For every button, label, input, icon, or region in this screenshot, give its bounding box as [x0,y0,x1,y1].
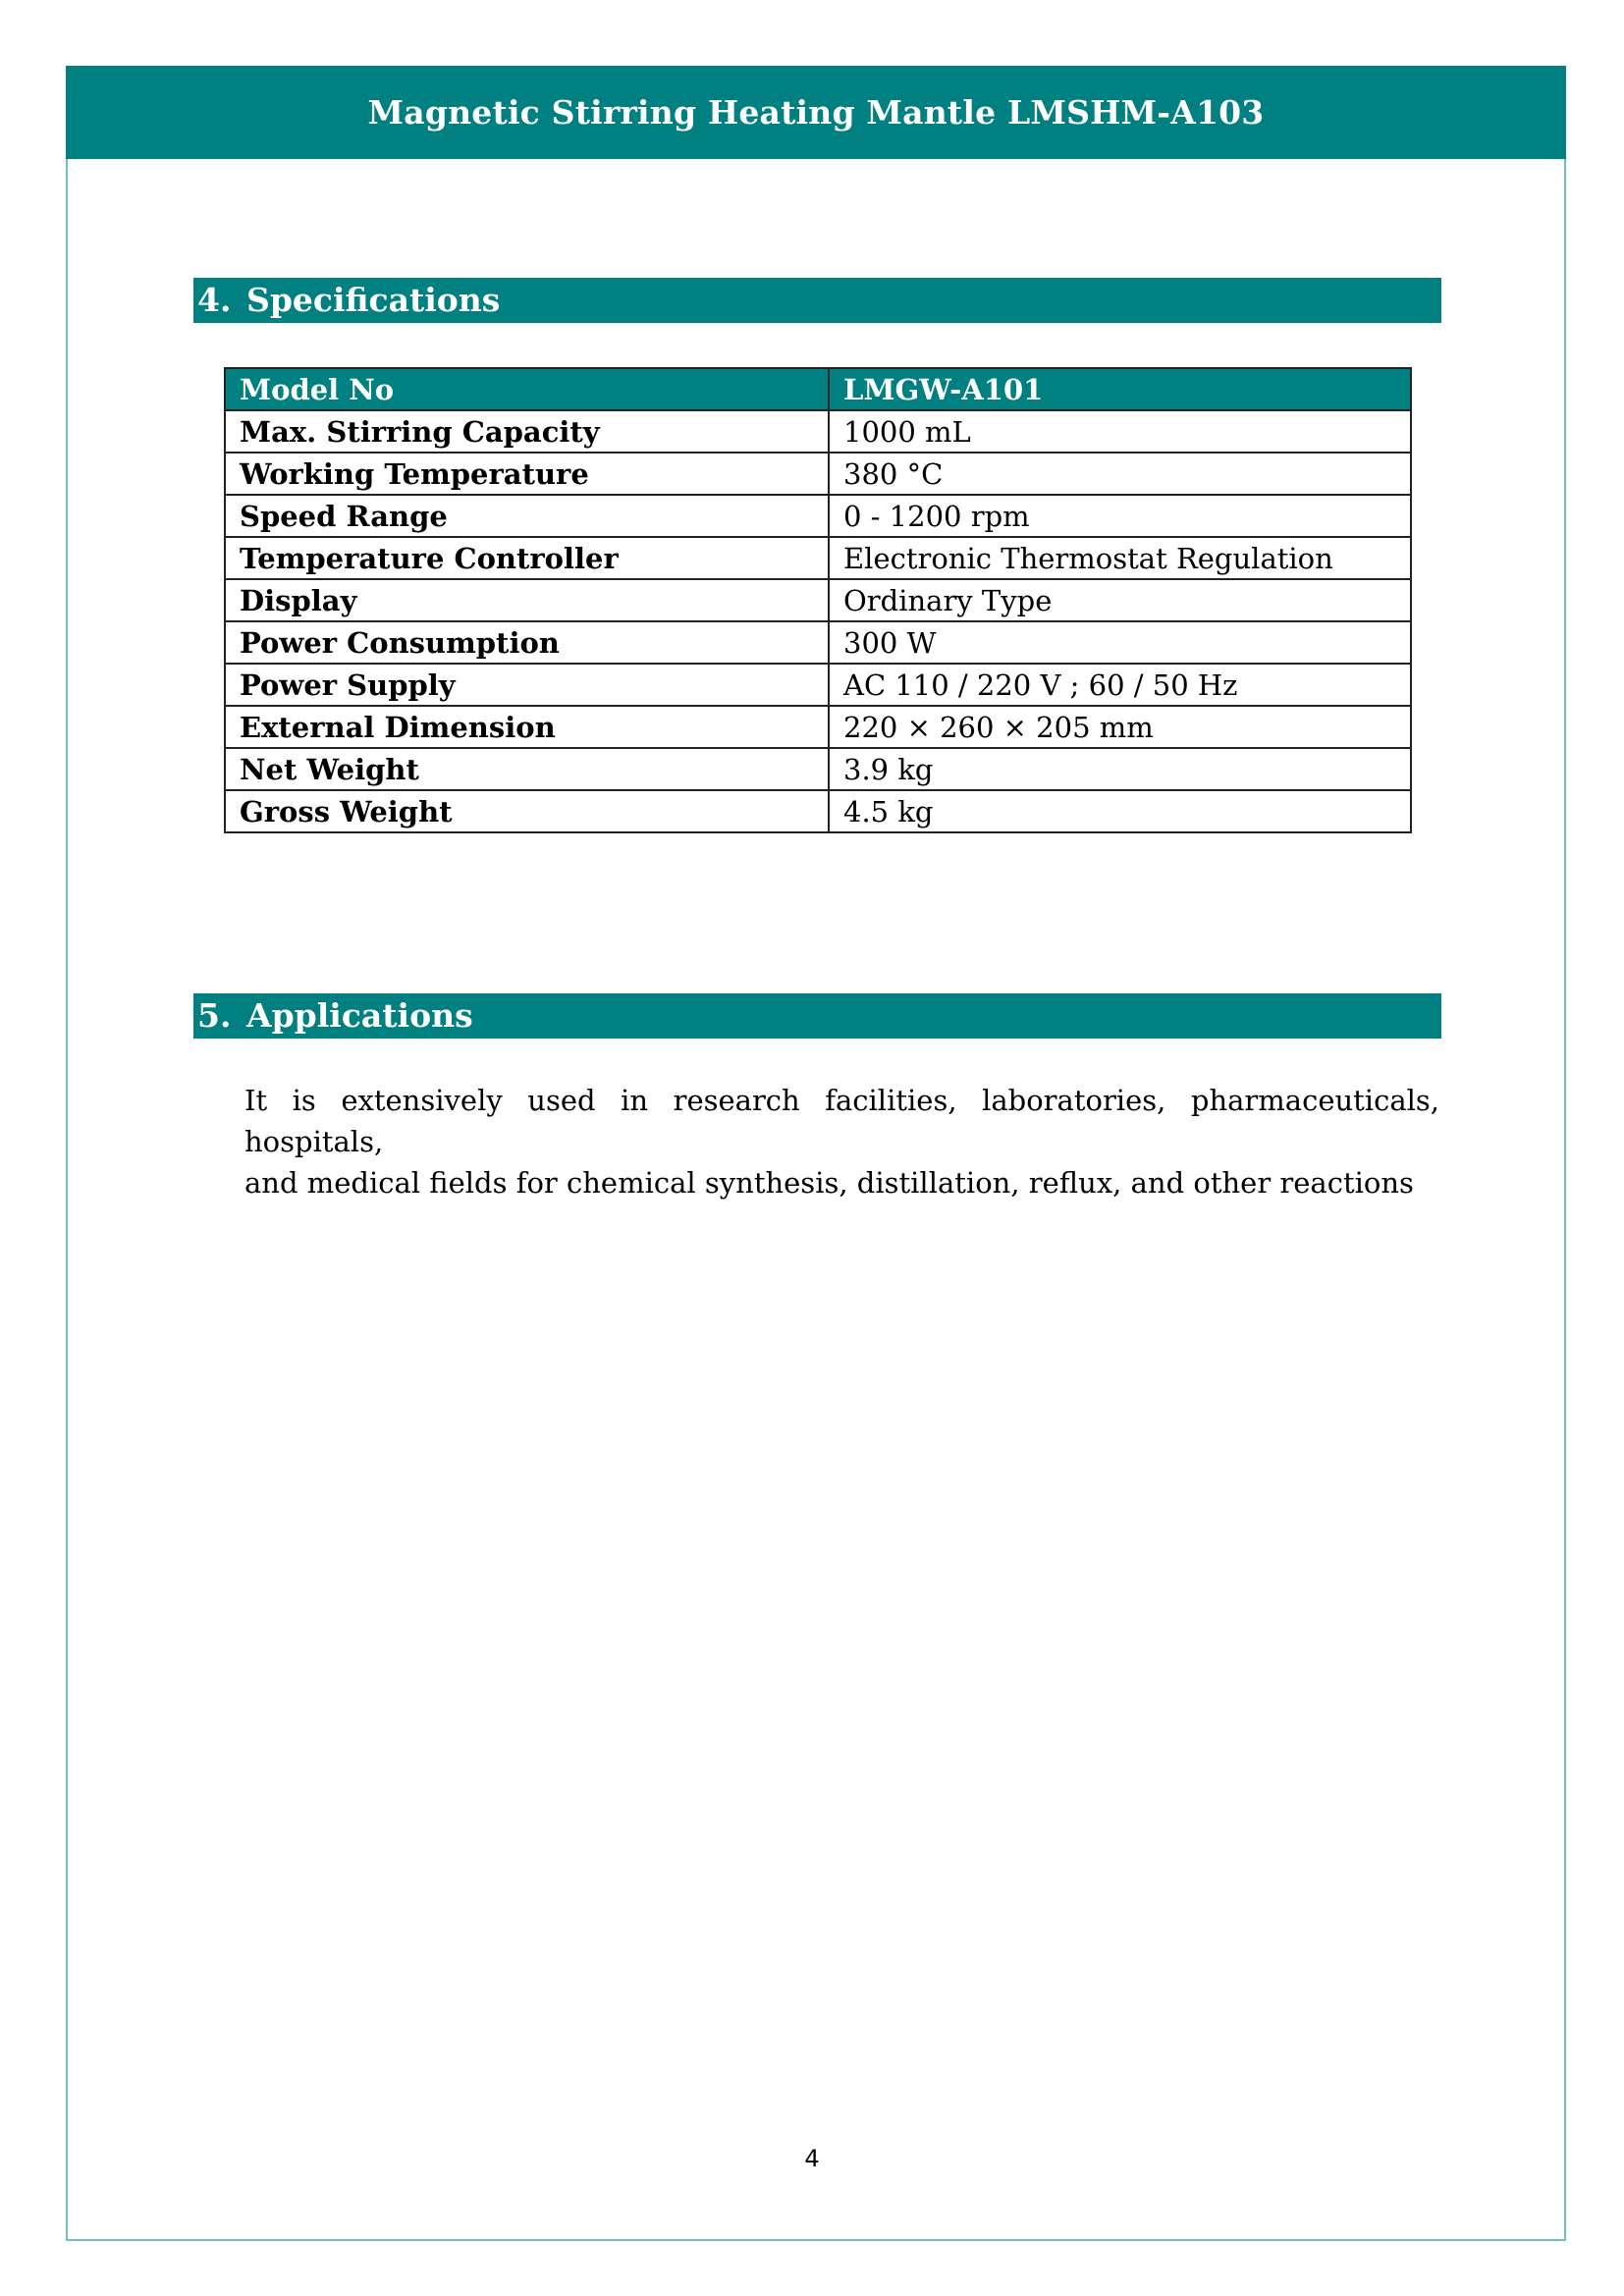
table-row [225,453,1411,495]
spec-value: 380 °C [829,453,1411,495]
table-header-value: LMGW-A101 [829,368,1411,410]
specifications-table [224,367,1412,833]
table-header-row [225,368,1411,410]
table-row [225,579,1411,621]
spec-label: External Dimension [225,706,829,748]
applications-paragraph [244,1080,1439,1203]
applications-text-line-1: It is extensively used in research facilities, laboratories, pharmaceuticals, hospitals, [244,1084,1439,1158]
spec-label: Power Supply [225,664,829,706]
table-row [225,621,1411,664]
spec-label: Power Consumption [225,621,829,664]
spec-label: Temperature Controller [225,537,829,579]
spec-label: Max. Stirring Capacity [225,410,829,453]
applications-heading [193,993,1441,1039]
specifications-section-title: Specifications [246,281,501,319]
spec-value: 300 W [829,621,1411,664]
spec-value: 220 × 260 × 205 mm [829,706,1411,748]
table-row [225,748,1411,790]
spec-value: AC 110 / 220 V ; 60 / 50 Hz [829,664,1411,706]
document-title: Magnetic Stirring Heating Mantle LMSHM-A103 [367,93,1265,132]
spec-value: Ordinary Type [829,579,1411,621]
applications-text-line-2: and medical fields for chemical synthesis, distillation, reflux, and other reactions [244,1166,1414,1200]
spec-value: 4.5 kg [829,790,1411,832]
table-row [225,495,1411,537]
page-number: 4 [804,2145,820,2172]
spec-value: 0 - 1200 rpm [829,495,1411,537]
table-row [225,706,1411,748]
specifications-heading [193,278,1441,323]
table-row [225,664,1411,706]
table-row [225,537,1411,579]
applications-section-title: Applications [246,996,473,1035]
spec-label: Speed Range [225,495,829,537]
spec-label: Net Weight [225,748,829,790]
spec-value: 1000 mL [829,410,1411,453]
spec-label: Display [225,579,829,621]
table-row [225,790,1411,832]
spec-label: Gross Weight [225,790,829,832]
spec-label: Working Temperature [225,453,829,495]
specifications-section-number: 4. [197,281,232,319]
page-header [66,66,1566,159]
spec-value: 3.9 kg [829,748,1411,790]
table-header-label: Model No [225,368,829,410]
spec-value: Electronic Thermostat Regulation [829,537,1411,579]
table-row [225,410,1411,453]
applications-section-number: 5. [197,996,232,1035]
